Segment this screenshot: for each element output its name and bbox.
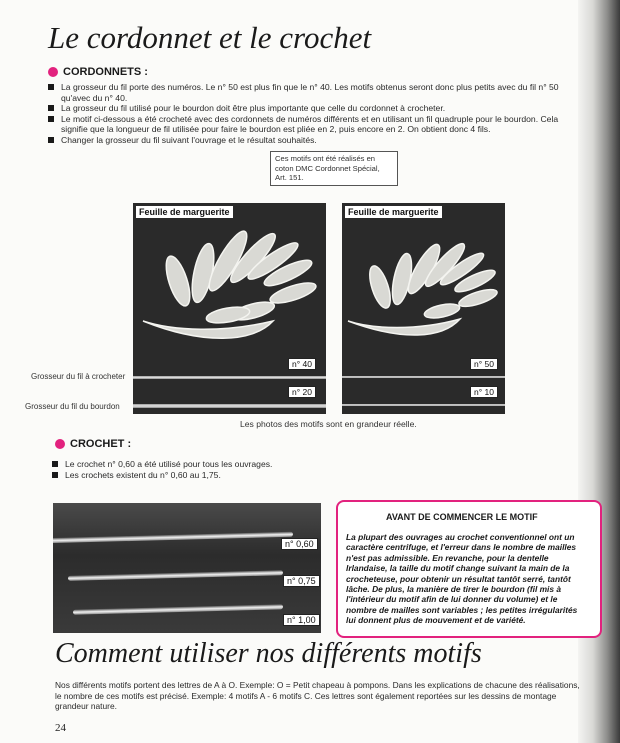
section-heading-cordonnets: CORDONNETS : bbox=[63, 66, 148, 78]
bourdon-thread-sample bbox=[133, 404, 326, 408]
advice-text: La plupart des ouvrages au crochet conventionnel ont un caractère centrifuge, et l'erreur dans le nombre de mailles n'est pas admissible. En revanche, pour la dentelle Irlandaise, la taille du motif change suivant la main de la crocheteuse, pour obtenir un résultat tantôt serré, tantôt lâche. De plus, la manière de tirer le bourdon (fil mis à l'intérieur du motif afin de lui donner du volume) et le nombre de mailles sont variables ; les petites irrégularités lui donnent plus de mouvement et de variété. bbox=[346, 532, 578, 626]
photo-caption: Les photos des motifs sont en grandeur réelle. bbox=[240, 419, 417, 429]
square-bullet-icon bbox=[52, 461, 58, 467]
advice-box bbox=[336, 500, 602, 638]
motif-photo-1 bbox=[133, 203, 326, 414]
photo-label: Feuille de marguerite bbox=[345, 206, 442, 218]
bourdon-number-badge: n° 10 bbox=[470, 386, 498, 398]
leaf-motif-image bbox=[342, 203, 505, 414]
crochet-hook-image bbox=[53, 532, 293, 544]
section-crochet bbox=[55, 438, 131, 450]
list-item: La grosseur du fil porte des numéros. Le n° 50 est plus fin que le n° 40. Les motifs obtenus seront donc plus petits avec du fil n° 50 qu'avec du n° 40. bbox=[48, 82, 586, 103]
hook-size-badge: n° 0,75 bbox=[283, 575, 320, 587]
bullet-dot-icon bbox=[55, 439, 65, 449]
usage-paragraph: Nos différents motifs portent des lettres de A à O. Exemple: O = Petit chapeau à pompons. Dans les explications de chacune des réalisations, le nombre de ces motifs est précisé. Exemple: 4 motifs A - 6 motifs C. Ces lettres sont également reportées sur les dessins de montage grandeur nature. bbox=[55, 680, 580, 712]
leaf-motif-image bbox=[133, 203, 326, 414]
square-bullet-icon bbox=[48, 137, 54, 143]
square-bullet-icon bbox=[48, 84, 54, 90]
page-number: 24 bbox=[55, 722, 66, 734]
list-item: Le motif ci-dessous a été crocheté avec des cordonnets de numéros différents et en utilisant un fil quadruple pour le bourdon. Cela signifie que la longueur de fil utilisée pour faire le bourdon est pliée en 2, puis encore en 2. On obtient donc 4 fils. bbox=[48, 114, 586, 135]
section-heading-crochet: CROCHET : bbox=[70, 438, 132, 450]
photo-label: Feuille de marguerite bbox=[136, 206, 233, 218]
section-title: Comment utiliser nos différents motifs bbox=[55, 638, 482, 669]
list-item: Les crochets existent du n° 0,60 au 1,75. bbox=[52, 470, 372, 481]
thread-number-badge: n° 40 bbox=[288, 358, 316, 370]
bourdon-number-badge: n° 20 bbox=[288, 386, 316, 398]
list-item: Le crochet n° 0,60 a été utilisé pour tous les ouvrages. bbox=[52, 459, 372, 470]
motif-photo-2 bbox=[342, 203, 505, 414]
crochet-hooks-photo bbox=[53, 503, 321, 633]
thread-number-badge: n° 50 bbox=[470, 358, 498, 370]
bourdon-thread-sample bbox=[342, 404, 505, 406]
cordonnets-list bbox=[48, 82, 586, 146]
bullet-dot-icon bbox=[48, 67, 58, 77]
crochet-hook-image bbox=[73, 604, 283, 614]
square-bullet-icon bbox=[48, 116, 54, 122]
advice-title: AVANT DE COMMENCER LE MOTIF bbox=[386, 512, 538, 522]
hook-size-badge: n° 1,00 bbox=[283, 614, 320, 626]
crochet-hook-image bbox=[68, 570, 283, 581]
list-item: La grosseur du fil utilisé pour le bourdon doit être plus importante que celle du cordonnet à crocheter. bbox=[48, 103, 586, 114]
crochet-thread-sample bbox=[133, 376, 326, 379]
page-title: Le cordonnet et le crochet bbox=[48, 20, 372, 55]
side-label-bourdon: Grosseur du fil du bourdon bbox=[25, 402, 120, 411]
crochet-list bbox=[52, 459, 372, 480]
square-bullet-icon bbox=[48, 105, 54, 111]
list-item: Changer la grosseur du fil suivant l'ouvrage et le résultat souhaités. bbox=[48, 135, 586, 146]
side-label-crocheter: Grosseur du fil à crocheter bbox=[31, 372, 126, 381]
materials-note: Ces motifs ont été réalisés en coton DMC Cordonnet Spécial, Art. 151. bbox=[270, 151, 398, 186]
crochet-thread-sample bbox=[342, 376, 505, 378]
hook-size-badge: n° 0,60 bbox=[281, 538, 318, 550]
square-bullet-icon bbox=[52, 472, 58, 478]
section-cordonnets bbox=[48, 66, 148, 78]
